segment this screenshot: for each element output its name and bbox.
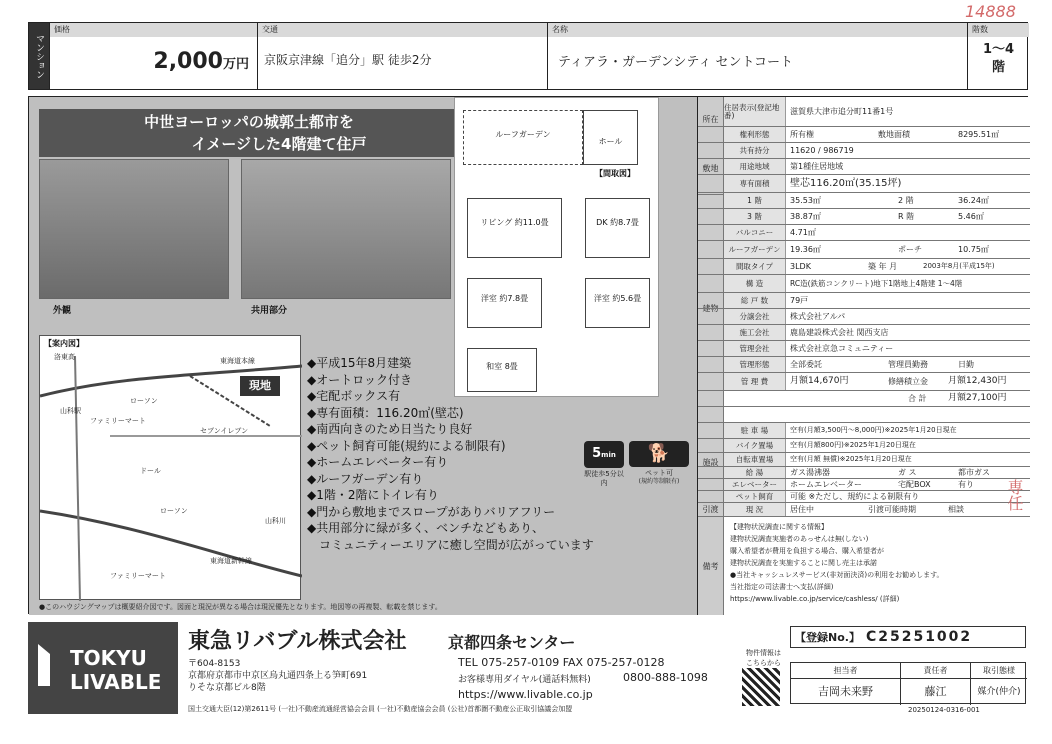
common-caption: 共用部分 bbox=[251, 306, 288, 316]
phone: TEL 075-257-0109 FAX 075-257-0128 bbox=[458, 656, 665, 669]
photo-area bbox=[29, 97, 697, 615]
remarks: 【建物状況調査に関する情報】 建物状況調査実施者のあっせんは無(しない) 購入希望者が費用を負担する場合、購入希望者が 建物状況調査を実施することに関し売主は承諾 ●当社キャッシュレスサービス(非対面決済)の利用をお勧めします。 当社指定の司法書士へ支払(詳細) https://www.livable.co.jp/service/cashless/ (詳細) bbox=[730, 523, 944, 603]
map-label: 東海道新幹線 bbox=[210, 557, 252, 565]
feature-list bbox=[307, 355, 607, 553]
cat-facility: 施設 bbox=[698, 423, 724, 503]
map-label: 山科川 bbox=[265, 517, 286, 525]
room-hall: ホール bbox=[583, 110, 638, 165]
zip: 〒604-8153 bbox=[188, 659, 241, 669]
plan-title: 【間取図】 bbox=[595, 169, 635, 178]
type-label: マンション bbox=[29, 23, 49, 89]
feature-item: ◆専有面積：116.20㎡(壁芯) bbox=[307, 405, 464, 420]
footer bbox=[28, 622, 1028, 714]
address-line: 京都府京都市中京区烏丸通四条上る笋町691 bbox=[188, 671, 368, 681]
map-label: 東海道本線 bbox=[220, 357, 255, 365]
feature-item: ◆共用部分に緑が多く、ベンチなどもあり、 bbox=[307, 521, 544, 535]
property-name: ティアラ・ガーデンシティ セントコート bbox=[558, 55, 793, 70]
map-label: セブンイレブン bbox=[200, 427, 249, 435]
room-western2: 洋室 約5.6畳 bbox=[585, 278, 650, 328]
company-name: 東急リバブル株式会社 bbox=[188, 629, 407, 654]
room-roof: ルーフガーデン bbox=[463, 110, 583, 165]
qr-note: 物件情報はこちらから bbox=[746, 649, 781, 667]
room-dk: DK 約8.7畳 bbox=[585, 198, 650, 258]
website-link[interactable]: https://www.livable.co.jp bbox=[458, 688, 593, 701]
pet-badge: 🐕 ペット可 (規約等制限有) bbox=[629, 441, 689, 493]
feature-item: ◆南西向きのため日当たり良好 bbox=[307, 422, 473, 436]
document-number: 20250124-0316-001 bbox=[908, 706, 980, 714]
room-japanese: 和室 8畳 bbox=[467, 348, 537, 392]
feature-item: ◆1階・2階にトイレ有り bbox=[307, 488, 439, 502]
map-label: ドール bbox=[140, 467, 161, 475]
map-label: 山科駅 bbox=[60, 407, 81, 415]
main-panel bbox=[28, 96, 1028, 614]
feature-item: ◆門から敷地までスロープがありバリアフリー bbox=[307, 504, 556, 519]
floor-plan bbox=[454, 97, 659, 397]
floor-value: 1〜4 階 bbox=[982, 42, 1015, 75]
transport-label: 交通 bbox=[258, 23, 547, 37]
handwritten-number: 14888 bbox=[965, 2, 1016, 21]
feature-item: ◆オートロック付き bbox=[307, 372, 412, 387]
name-label: 名称 bbox=[548, 23, 967, 37]
cat-location: 所在 bbox=[698, 97, 724, 143]
room-living: リビング 約11.0畳 bbox=[467, 198, 562, 258]
feature-item: ◆平成15年8月建築 bbox=[307, 356, 412, 370]
site-marker: 現地 bbox=[240, 376, 280, 396]
staff-table: 担当者 責任者 取引態様 吉岡未来野 藤江 媒介(仲介) bbox=[790, 662, 1026, 704]
exterior-photo bbox=[39, 159, 229, 299]
feature-item: ◆ルーフガーデン有り bbox=[307, 471, 424, 486]
spec-table: 所在 敷地 建物 施設 引渡 備考 住居表示(登記地番) 滋賀県大津市追分町11番1号 権利形態 所有権 敷地面積 8295.51㎡ 共有持分 11620 / 986719 用途地域 第1種住居地域 専有面積 壁芯116.20㎡(35.15坪) 1 階 35.53㎡ 2 階 36.24㎡ 3 階 38.87㎡ R 階 5.46㎡ バルコニー 4.71㎡ ルーフガーデン 19.36㎡ ポーチ 10.75㎡ 間取タイプ 3LDK 築 年 月 2003年8月(平成15年) 構 造 RC造(鉄筋コンクリート)地下1階地上4階建 1〜4階 総 戸 数 79戸 分譲会社 株式会社アルパ 施工会社 鹿島建設株式会社 関西支店 管理会社 株式会社京急コミュニティー 管理形態 全部委託 管理員勤務 日勤 管 理 費 月額14,670円 修繕積立金 月額12,430円 合 計 月額27,100円 駐 車 場 空有(月額3,500円〜8,000円)※2025年1月20日現在 バイク置場 空有(月額800円)※2025年1月20日現在 自転車置場 空有(月額 無償)※2025年1月20日現在 給 湯 ガス湯沸器 ガ ス 都市ガス エレベーター ホームエレベーター 宅配BOX 有り ペット飼育 可能 ※ただし、規約による制限有り 現 況 居住中 引渡可能時期 相談 【建物状況調査に関する情報】 建物状況調査実施者のあっせんは無(しない) 購入希望者が費用を負担する場合、購入希望者が 建物状況調査を実施することに関し売主は承諾 ●当社キャッシュレスサービス(非対面決済)の利用をお勧めします。 当社指定の司法書士へ支払(詳細) https://www.livable.co.jp/service/cashless/ (詳細) 専任 bbox=[697, 97, 1029, 615]
feature-item: ◆ペット飼育可能(規約による制限有) bbox=[307, 438, 506, 453]
cat-building: 建物 bbox=[698, 195, 724, 423]
access-map bbox=[39, 335, 301, 600]
address: 滋賀県大津市追分町11番1号 bbox=[790, 106, 894, 116]
price-label: 価格 bbox=[50, 23, 257, 37]
floor-label: 階数 bbox=[968, 23, 1029, 37]
common-photo bbox=[241, 159, 451, 299]
price-value: 2,000万円 bbox=[153, 49, 249, 74]
walk-badge: 5min 駅徒歩5分以内 bbox=[584, 441, 624, 493]
feature-item: ◆ホームエレベーター有り bbox=[307, 455, 449, 469]
free-dial[interactable]: 0800-888-1098 bbox=[623, 671, 708, 684]
cat-remarks: 備考 bbox=[698, 517, 724, 615]
registration: 【登録No.】 C25251002 bbox=[790, 626, 1026, 648]
branch-name: 京都四条センター bbox=[448, 633, 576, 652]
license: 国土交通大臣(12)第2611号 (一社)不動産流通経営協会会員 (一社)不動産協会会員 (公社)首都圏不動産公正取引協議会加盟 bbox=[188, 705, 573, 713]
company-logo: TOKYU LIVABLE bbox=[28, 622, 178, 714]
map-label: ファミリーマート bbox=[90, 417, 146, 425]
handwritten-note: 専任 bbox=[1005, 479, 1024, 511]
header-table bbox=[28, 22, 1028, 90]
map-title: 【案内図】 bbox=[44, 339, 84, 348]
map-label: 洛東高 bbox=[54, 353, 75, 361]
headline: 中世ヨーロッパの城郭土都市を イメージした4階建て住戸 bbox=[39, 109, 459, 157]
map-note: ●このハウジングマップは概要紹介図です。図面と現況が異なる場合は現況優先となります。地図等の再複製、転載を禁じます。 bbox=[39, 603, 442, 611]
exterior-caption: 外観 bbox=[53, 306, 72, 316]
dial-label: お客様専用ダイヤル(通話料無料) bbox=[458, 675, 591, 685]
qr-code[interactable] bbox=[742, 668, 780, 706]
feature-item: コミュニティーエリアに癒し空間が広がっています bbox=[319, 537, 594, 552]
transport-value: 京阪京津線「追分」駅 徒歩2分 bbox=[264, 53, 432, 67]
map-label: ローソン bbox=[160, 507, 188, 515]
address-line: りそな京都ビル8階 bbox=[188, 683, 266, 693]
feature-item: ◆宅配ボックス有 bbox=[307, 389, 401, 403]
map-label: ローソン bbox=[130, 397, 158, 405]
map-label: ファミリーマート bbox=[110, 572, 166, 580]
room-western1: 洋室 約7.8畳 bbox=[467, 278, 542, 328]
cat-handover: 引渡 bbox=[698, 503, 724, 517]
cat-land: 敷地 bbox=[698, 143, 724, 195]
